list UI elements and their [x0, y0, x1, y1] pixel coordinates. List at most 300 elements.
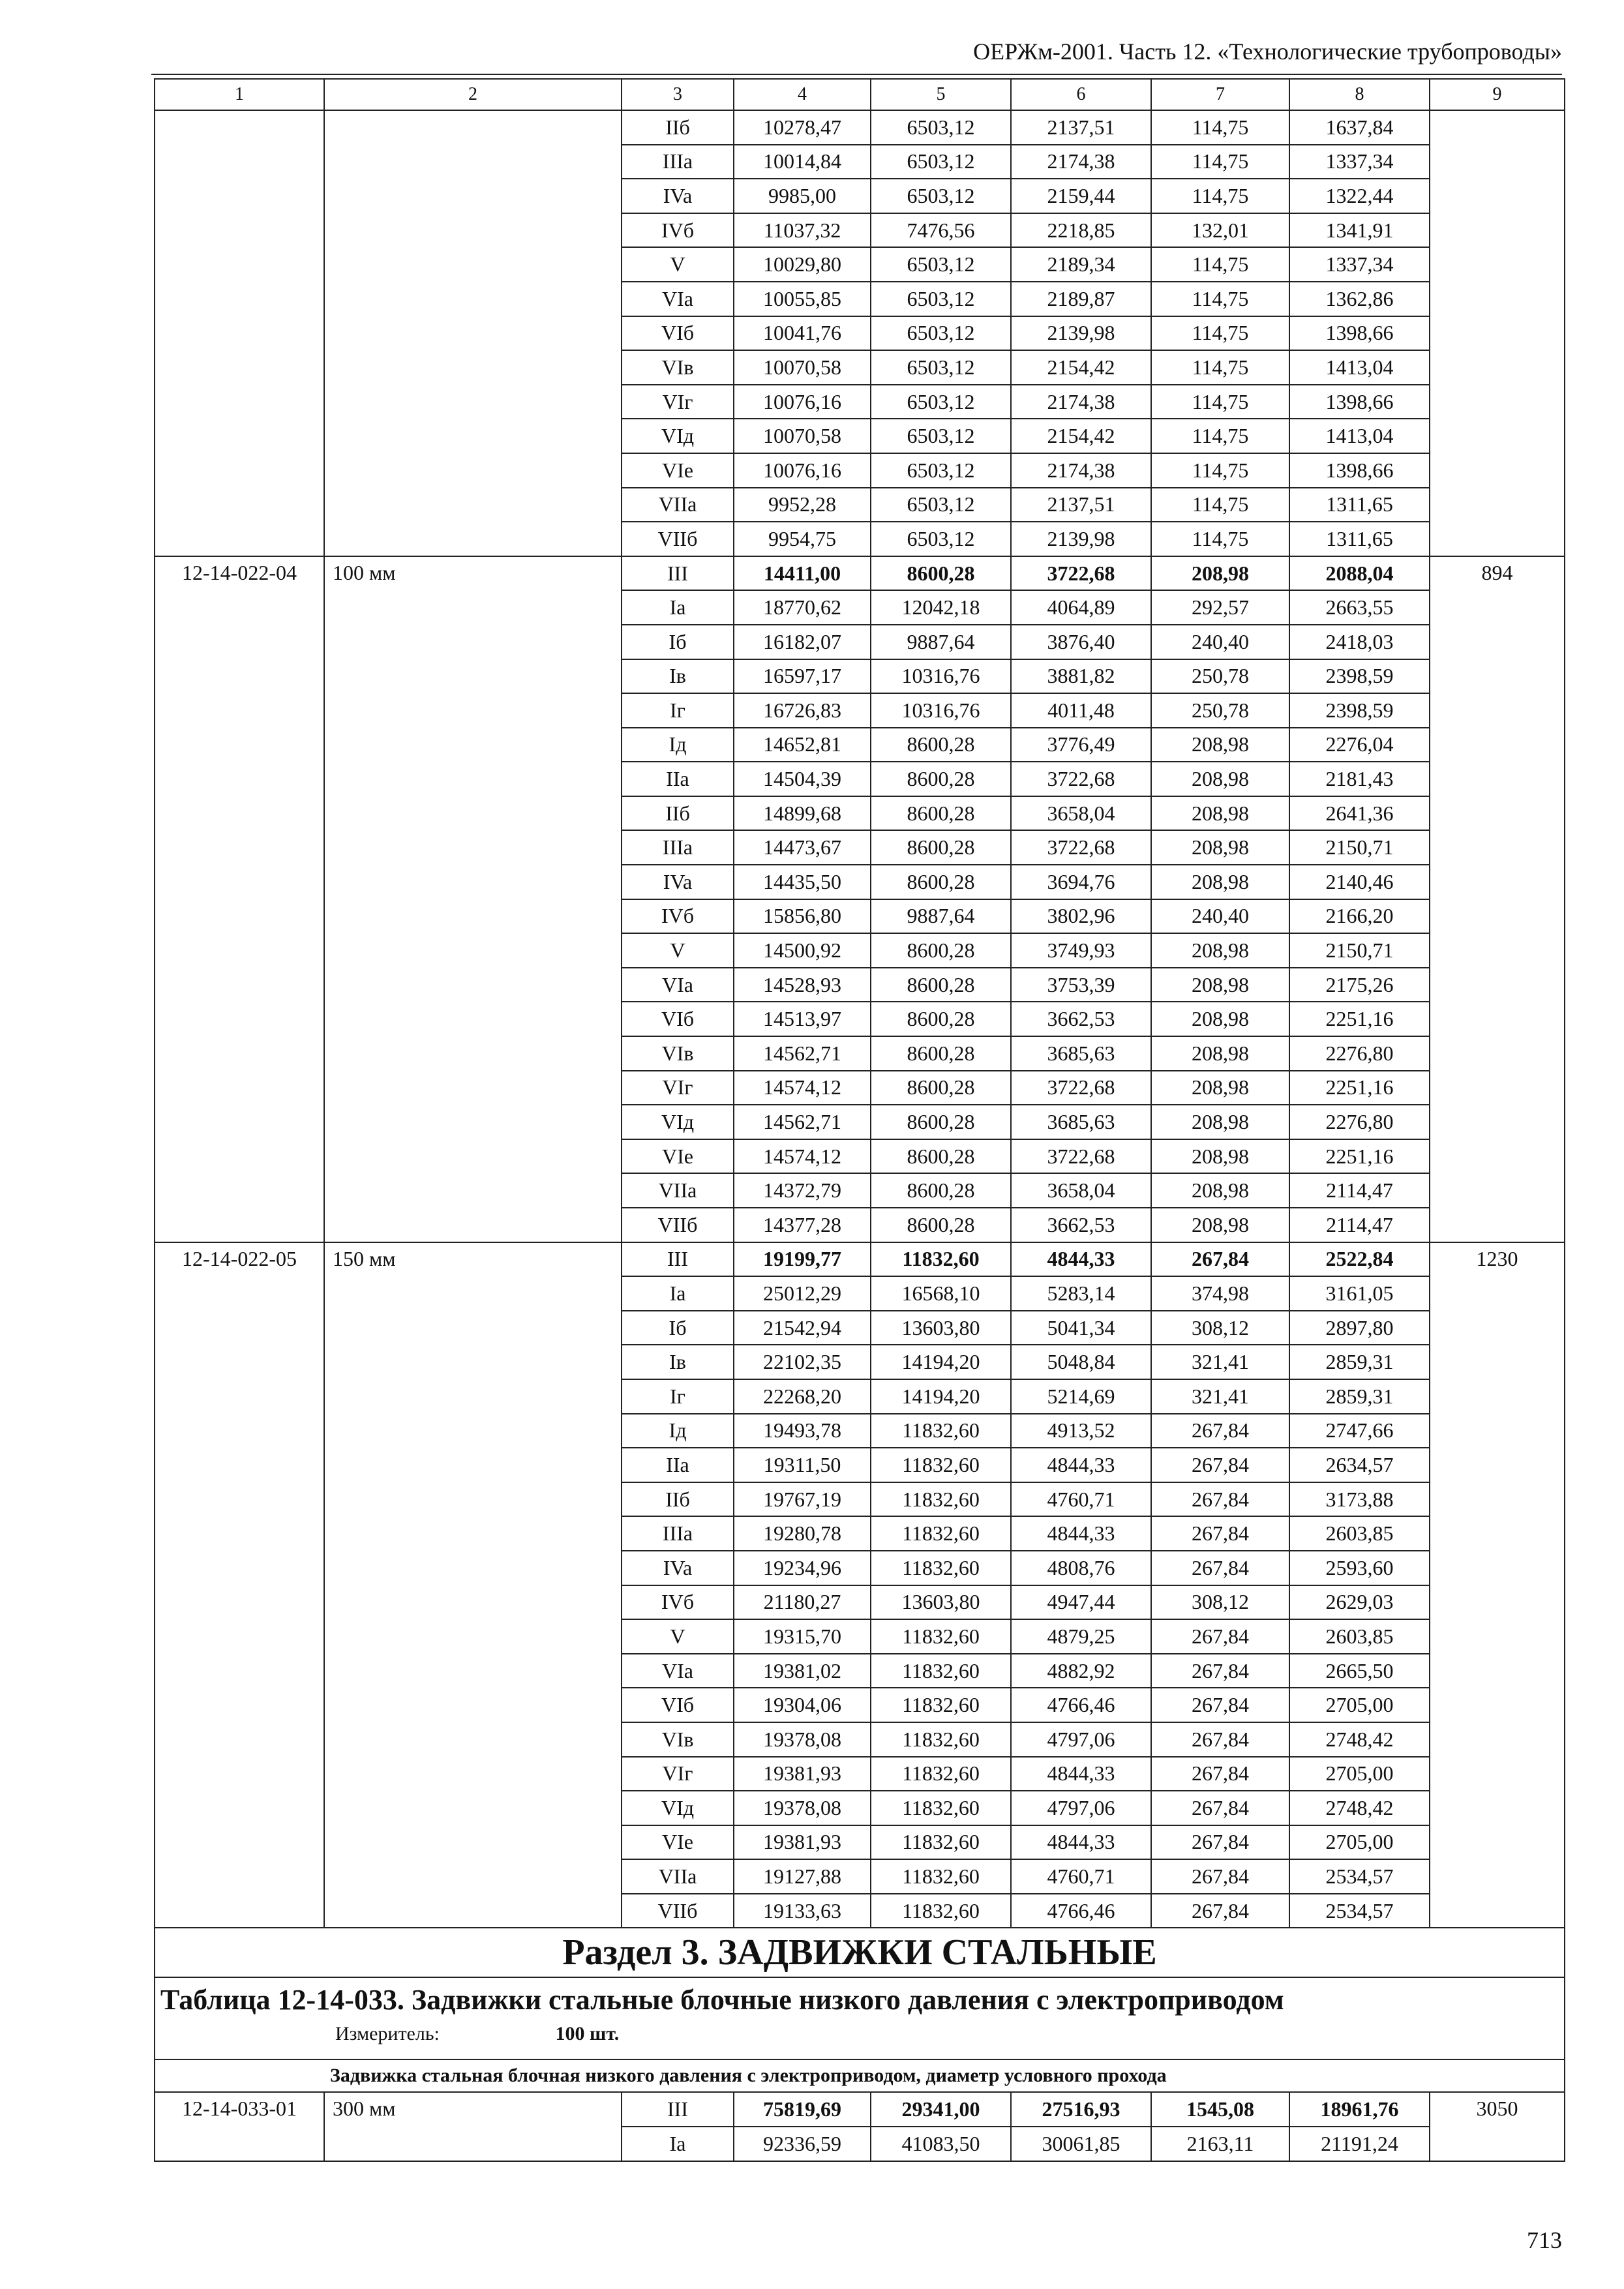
table-title: Таблица 12-14-033. Задвижки стальные блочные низкого давления с электроприводом — [160, 1984, 1284, 2016]
measure-value: 100 шт. — [555, 2023, 620, 2045]
material-total-cell: 1230 — [1430, 1242, 1565, 1928]
section-heading-row — [155, 1928, 1565, 1977]
value-cell: 208,98 — [1151, 728, 1289, 762]
value-cell: 4844,33 — [1011, 1448, 1151, 1482]
table-row — [155, 1242, 1565, 1277]
value-cell: 8600,28 — [871, 1105, 1011, 1139]
value-cell: 2139,98 — [1011, 522, 1151, 556]
value-cell: 2181,43 — [1289, 762, 1430, 796]
zone-cell: VIIб — [622, 1208, 734, 1242]
value-cell: 21191,24 — [1289, 2127, 1430, 2161]
value-cell: 2603,85 — [1289, 1619, 1430, 1654]
value-cell: 19378,08 — [734, 1791, 871, 1825]
value-cell: 1398,66 — [1289, 453, 1430, 488]
value-cell: 1337,34 — [1289, 145, 1430, 179]
zone-cell: Iд — [622, 728, 734, 762]
value-cell: 11832,60 — [871, 1825, 1011, 1860]
value-cell: 4797,06 — [1011, 1791, 1151, 1825]
value-cell: 14562,71 — [734, 1105, 871, 1139]
value-cell: 5048,84 — [1011, 1345, 1151, 1379]
value-cell: 11832,60 — [871, 1551, 1011, 1585]
value-cell: 267,84 — [1151, 1551, 1289, 1585]
value-cell: 27516,93 — [1011, 2092, 1151, 2127]
value-cell: 10041,76 — [734, 316, 871, 351]
value-cell: 75819,69 — [734, 2092, 871, 2127]
value-cell: 2859,31 — [1289, 1379, 1430, 1414]
value-cell: 2534,57 — [1289, 1859, 1430, 1894]
column-number: 9 — [1430, 79, 1565, 110]
value-cell: 14652,81 — [734, 728, 871, 762]
value-cell: 6503,12 — [871, 247, 1011, 282]
zone-cell: VIe — [622, 453, 734, 488]
value-cell: 267,84 — [1151, 1516, 1289, 1551]
zone-cell: VIa — [622, 1654, 734, 1688]
value-cell: 14500,92 — [734, 933, 871, 968]
value-cell: 21542,94 — [734, 1311, 871, 1345]
value-cell: 16182,07 — [734, 625, 871, 659]
value-cell: 8600,28 — [871, 1208, 1011, 1242]
value-cell: 1637,84 — [1289, 110, 1430, 145]
value-cell: 3658,04 — [1011, 1173, 1151, 1208]
value-cell: 114,75 — [1151, 488, 1289, 522]
value-cell: 267,84 — [1151, 1859, 1289, 1894]
value-cell: 2174,38 — [1011, 145, 1151, 179]
value-cell: 208,98 — [1151, 830, 1289, 865]
value-cell: 3694,76 — [1011, 865, 1151, 899]
value-cell: 2251,16 — [1289, 1071, 1430, 1105]
zone-cell: VIIa — [622, 1173, 734, 1208]
value-cell: 92336,59 — [734, 2127, 871, 2161]
value-cell: 114,75 — [1151, 282, 1289, 316]
value-cell: 14562,71 — [734, 1036, 871, 1071]
value-cell: 2218,85 — [1011, 213, 1151, 248]
zone-cell: VIIб — [622, 1894, 734, 1928]
value-cell: 321,41 — [1151, 1379, 1289, 1414]
zone-cell: Ia — [622, 590, 734, 625]
value-cell: 19378,08 — [734, 1722, 871, 1757]
value-cell: 2634,57 — [1289, 1448, 1430, 1482]
value-cell: 10070,58 — [734, 350, 871, 385]
value-cell: 2705,00 — [1289, 1825, 1430, 1860]
value-cell: 2088,04 — [1289, 556, 1430, 591]
zone-cell: Iб — [622, 625, 734, 659]
column-number: 5 — [871, 79, 1011, 110]
value-cell: 2189,87 — [1011, 282, 1151, 316]
value-cell: 8600,28 — [871, 556, 1011, 591]
value-cell: 6503,12 — [871, 488, 1011, 522]
zone-cell: IVa — [622, 865, 734, 899]
value-cell: 11037,32 — [734, 213, 871, 248]
zone-cell: IIIa — [622, 830, 734, 865]
column-number: 7 — [1151, 79, 1289, 110]
value-cell: 8600,28 — [871, 865, 1011, 899]
value-cell: 9887,64 — [871, 899, 1011, 934]
value-cell: 308,12 — [1151, 1585, 1289, 1620]
value-cell: 2166,20 — [1289, 899, 1430, 934]
value-cell: 11832,60 — [871, 1448, 1011, 1482]
value-cell: 267,84 — [1151, 1722, 1289, 1757]
value-cell: 3722,68 — [1011, 556, 1151, 591]
value-cell: 1322,44 — [1289, 179, 1430, 213]
value-cell: 2137,51 — [1011, 110, 1151, 145]
value-cell: 3161,05 — [1289, 1276, 1430, 1311]
value-cell: 267,84 — [1151, 1242, 1289, 1277]
value-cell: 6503,12 — [871, 179, 1011, 213]
value-cell: 2163,11 — [1151, 2127, 1289, 2161]
zone-cell: VIб — [622, 316, 734, 351]
nominal-size-cell: 100 мм — [324, 556, 622, 1242]
value-cell: 8600,28 — [871, 1173, 1011, 1208]
value-cell: 10055,85 — [734, 282, 871, 316]
value-cell: 2154,42 — [1011, 419, 1151, 453]
value-cell: 10070,58 — [734, 419, 871, 453]
value-cell: 19767,19 — [734, 1482, 871, 1517]
value-cell: 14504,39 — [734, 762, 871, 796]
value-cell: 240,40 — [1151, 899, 1289, 934]
value-cell: 1545,08 — [1151, 2092, 1289, 2127]
value-cell: 3173,88 — [1289, 1482, 1430, 1517]
value-cell: 1413,04 — [1289, 350, 1430, 385]
value-cell: 19311,50 — [734, 1448, 871, 1482]
value-cell: 16568,10 — [871, 1276, 1011, 1311]
column-number: 1 — [155, 79, 324, 110]
value-cell: 6503,12 — [871, 316, 1011, 351]
value-cell: 19133,63 — [734, 1894, 871, 1928]
value-cell: 5041,34 — [1011, 1311, 1151, 1345]
value-cell: 6503,12 — [871, 419, 1011, 453]
value-cell: 13603,80 — [871, 1311, 1011, 1345]
value-cell: 4879,25 — [1011, 1619, 1151, 1654]
zone-cell: IVб — [622, 899, 734, 934]
value-cell: 8600,28 — [871, 1139, 1011, 1174]
zone-cell: VIIa — [622, 488, 734, 522]
value-cell: 4766,46 — [1011, 1688, 1151, 1722]
value-cell: 12042,18 — [871, 590, 1011, 625]
value-cell: 3802,96 — [1011, 899, 1151, 934]
value-cell: 3722,68 — [1011, 1139, 1151, 1174]
value-cell: 11832,60 — [871, 1859, 1011, 1894]
zone-cell: VIa — [622, 968, 734, 1002]
value-cell: 267,84 — [1151, 1482, 1289, 1517]
value-cell: 114,75 — [1151, 453, 1289, 488]
value-cell: 11832,60 — [871, 1791, 1011, 1825]
value-cell: 10316,76 — [871, 693, 1011, 728]
value-cell: 9985,00 — [734, 179, 871, 213]
value-cell: 208,98 — [1151, 1139, 1289, 1174]
value-cell: 4760,71 — [1011, 1482, 1151, 1517]
value-cell: 6503,12 — [871, 453, 1011, 488]
value-cell: 8600,28 — [871, 933, 1011, 968]
value-cell: 3658,04 — [1011, 796, 1151, 831]
value-cell: 10076,16 — [734, 385, 871, 419]
value-cell: 14513,97 — [734, 1002, 871, 1036]
value-cell: 11832,60 — [871, 1242, 1011, 1277]
value-cell: 19280,78 — [734, 1516, 871, 1551]
rates-table — [154, 78, 1565, 2162]
value-cell: 2276,80 — [1289, 1036, 1430, 1071]
value-cell: 6503,12 — [871, 282, 1011, 316]
value-cell: 2522,84 — [1289, 1242, 1430, 1277]
zone-cell: IVa — [622, 179, 734, 213]
zone-cell: IIa — [622, 762, 734, 796]
value-cell: 8600,28 — [871, 1002, 1011, 1036]
value-cell: 19127,88 — [734, 1859, 871, 1894]
column-number-row — [155, 79, 1565, 110]
value-cell: 2175,26 — [1289, 968, 1430, 1002]
value-cell: 8600,28 — [871, 762, 1011, 796]
value-cell: 4882,92 — [1011, 1654, 1151, 1688]
value-cell: 3685,63 — [1011, 1036, 1151, 1071]
value-cell: 2398,59 — [1289, 693, 1430, 728]
value-cell: 2747,66 — [1289, 1414, 1430, 1448]
zone-cell: V — [622, 247, 734, 282]
value-cell: 2150,71 — [1289, 830, 1430, 865]
value-cell: 114,75 — [1151, 419, 1289, 453]
value-cell: 2534,57 — [1289, 1894, 1430, 1928]
value-cell: 2748,42 — [1289, 1722, 1430, 1757]
value-cell: 3662,53 — [1011, 1208, 1151, 1242]
value-cell: 2189,34 — [1011, 247, 1151, 282]
table-row — [155, 556, 1565, 591]
value-cell: 2897,80 — [1289, 1311, 1430, 1345]
value-cell: 19381,02 — [734, 1654, 871, 1688]
column-number: 3 — [622, 79, 734, 110]
value-cell: 8600,28 — [871, 728, 1011, 762]
value-cell: 11832,60 — [871, 1619, 1011, 1654]
value-cell: 2114,47 — [1289, 1208, 1430, 1242]
value-cell: 4797,06 — [1011, 1722, 1151, 1757]
zone-cell: III — [622, 2092, 734, 2127]
zone-cell: IIIa — [622, 145, 734, 179]
nominal-size-cell: 150 мм — [324, 1242, 622, 1928]
value-cell: 16726,83 — [734, 693, 871, 728]
value-cell: 10278,47 — [734, 110, 871, 145]
value-cell: 3881,82 — [1011, 659, 1151, 694]
value-cell: 9952,28 — [734, 488, 871, 522]
zone-cell: VIг — [622, 1757, 734, 1791]
value-cell: 30061,85 — [1011, 2127, 1151, 2161]
nominal-size-cell — [324, 110, 622, 556]
value-cell: 4011,48 — [1011, 693, 1151, 728]
value-cell: 2593,60 — [1289, 1551, 1430, 1585]
zone-cell: III — [622, 556, 734, 591]
value-cell: 3722,68 — [1011, 1071, 1151, 1105]
value-cell: 2665,50 — [1289, 1654, 1430, 1688]
zone-cell: Iг — [622, 693, 734, 728]
value-cell: 8600,28 — [871, 1071, 1011, 1105]
value-cell: 2641,36 — [1289, 796, 1430, 831]
value-cell: 14194,20 — [871, 1379, 1011, 1414]
value-cell: 2705,00 — [1289, 1757, 1430, 1791]
value-cell: 6503,12 — [871, 145, 1011, 179]
value-cell: 10029,80 — [734, 247, 871, 282]
table-title-row — [155, 1977, 1565, 2059]
value-cell: 1362,86 — [1289, 282, 1430, 316]
zone-cell: VIб — [622, 1688, 734, 1722]
zone-cell: Iд — [622, 1414, 734, 1448]
value-cell: 19493,78 — [734, 1414, 871, 1448]
value-cell: 267,84 — [1151, 1619, 1289, 1654]
value-cell: 3662,53 — [1011, 1002, 1151, 1036]
value-cell: 2174,38 — [1011, 453, 1151, 488]
value-cell: 8600,28 — [871, 830, 1011, 865]
value-cell: 208,98 — [1151, 796, 1289, 831]
value-cell: 6503,12 — [871, 522, 1011, 556]
value-cell: 114,75 — [1151, 247, 1289, 282]
value-cell: 8600,28 — [871, 1036, 1011, 1071]
value-cell: 11832,60 — [871, 1414, 1011, 1448]
value-cell: 292,57 — [1151, 590, 1289, 625]
value-cell: 3776,49 — [1011, 728, 1151, 762]
value-cell: 19199,77 — [734, 1242, 871, 1277]
value-cell: 10316,76 — [871, 659, 1011, 694]
value-cell: 4844,33 — [1011, 1757, 1151, 1791]
value-cell: 208,98 — [1151, 865, 1289, 899]
value-cell: 114,75 — [1151, 179, 1289, 213]
zone-cell: VIд — [622, 1105, 734, 1139]
value-cell: 11832,60 — [871, 1757, 1011, 1791]
zone-cell: VIIб — [622, 522, 734, 556]
value-cell: 14372,79 — [734, 1173, 871, 1208]
rate-code-cell: 12-14-022-04 — [155, 556, 324, 1242]
zone-cell: VIв — [622, 350, 734, 385]
value-cell: 2629,03 — [1289, 1585, 1430, 1620]
zone-cell: III — [622, 1242, 734, 1277]
value-cell: 4844,33 — [1011, 1242, 1151, 1277]
value-cell: 208,98 — [1151, 556, 1289, 591]
value-cell: 208,98 — [1151, 1036, 1289, 1071]
value-cell: 267,84 — [1151, 1448, 1289, 1482]
value-cell: 4913,52 — [1011, 1414, 1151, 1448]
value-cell: 4808,76 — [1011, 1551, 1151, 1585]
value-cell: 19381,93 — [734, 1825, 871, 1860]
zone-cell: IIIa — [622, 1516, 734, 1551]
value-cell: 2276,04 — [1289, 728, 1430, 762]
section-heading: Раздел 3. ЗАДВИЖКИ СТАЛЬНЫЕ — [155, 1928, 1565, 1977]
value-cell: 2603,85 — [1289, 1516, 1430, 1551]
zone-cell: VIe — [622, 1139, 734, 1174]
value-cell: 9954,75 — [734, 522, 871, 556]
value-cell: 4760,71 — [1011, 1859, 1151, 1894]
value-cell: 1311,65 — [1289, 488, 1430, 522]
value-cell: 11832,60 — [871, 1894, 1011, 1928]
zone-cell: VIг — [622, 385, 734, 419]
value-cell: 14473,67 — [734, 830, 871, 865]
page-number: 713 — [1527, 2227, 1562, 2253]
value-cell: 1337,34 — [1289, 247, 1430, 282]
value-cell: 2859,31 — [1289, 1345, 1430, 1379]
zone-cell: Ia — [622, 2127, 734, 2161]
value-cell: 3685,63 — [1011, 1105, 1151, 1139]
value-cell: 208,98 — [1151, 1105, 1289, 1139]
value-cell: 2114,47 — [1289, 1173, 1430, 1208]
value-cell: 3722,68 — [1011, 762, 1151, 796]
value-cell: 2174,38 — [1011, 385, 1151, 419]
value-cell: 114,75 — [1151, 316, 1289, 351]
zone-cell: VIб — [622, 1002, 734, 1036]
rate-code-cell: 12-14-033-01 — [155, 2092, 324, 2161]
value-cell: 16597,17 — [734, 659, 871, 694]
value-cell: 11832,60 — [871, 1654, 1011, 1688]
value-cell: 267,84 — [1151, 1791, 1289, 1825]
value-cell: 267,84 — [1151, 1894, 1289, 1928]
value-cell: 13603,80 — [871, 1585, 1011, 1620]
zone-cell: Iв — [622, 659, 734, 694]
value-cell: 22102,35 — [734, 1345, 871, 1379]
zone-cell: V — [622, 1619, 734, 1654]
value-cell: 10014,84 — [734, 145, 871, 179]
value-cell: 14411,00 — [734, 556, 871, 591]
value-cell: 132,01 — [1151, 213, 1289, 248]
value-cell: 250,78 — [1151, 693, 1289, 728]
value-cell: 2418,03 — [1289, 625, 1430, 659]
value-cell: 19381,93 — [734, 1757, 871, 1791]
value-cell: 8600,28 — [871, 968, 1011, 1002]
value-cell: 3753,39 — [1011, 968, 1151, 1002]
value-cell: 10076,16 — [734, 453, 871, 488]
zone-cell: IIб — [622, 796, 734, 831]
zone-cell: Iб — [622, 1311, 734, 1345]
value-cell: 8600,28 — [871, 796, 1011, 831]
value-cell: 3722,68 — [1011, 830, 1151, 865]
value-cell: 14899,68 — [734, 796, 871, 831]
zone-cell: VIe — [622, 1825, 734, 1860]
value-cell: 3876,40 — [1011, 625, 1151, 659]
value-cell: 321,41 — [1151, 1345, 1289, 1379]
value-cell: 14574,12 — [734, 1139, 871, 1174]
zone-cell: IVб — [622, 213, 734, 248]
value-cell: 2276,80 — [1289, 1105, 1430, 1139]
table-row — [155, 2092, 1565, 2127]
value-cell: 14194,20 — [871, 1345, 1011, 1379]
value-cell: 19234,96 — [734, 1551, 871, 1585]
value-cell: 21180,27 — [734, 1585, 871, 1620]
value-cell: 267,84 — [1151, 1688, 1289, 1722]
material-total-cell: 3050 — [1430, 2092, 1565, 2161]
value-cell: 267,84 — [1151, 1825, 1289, 1860]
value-cell: 1311,65 — [1289, 522, 1430, 556]
value-cell: 208,98 — [1151, 1002, 1289, 1036]
value-cell: 2251,16 — [1289, 1002, 1430, 1036]
zone-cell: VIa — [622, 282, 734, 316]
table-subtitle: Задвижка стальная блочная низкого давления с электроприводом, диаметр условного прохода — [155, 2059, 1565, 2092]
value-cell: 11832,60 — [871, 1516, 1011, 1551]
zone-cell: IVa — [622, 1551, 734, 1585]
table-row — [155, 110, 1565, 145]
value-cell: 1398,66 — [1289, 316, 1430, 351]
value-cell: 2154,42 — [1011, 350, 1151, 385]
value-cell: 240,40 — [1151, 625, 1289, 659]
zone-cell: IVб — [622, 1585, 734, 1620]
value-cell: 2150,71 — [1289, 933, 1430, 968]
value-cell: 114,75 — [1151, 385, 1289, 419]
zone-cell: VIд — [622, 419, 734, 453]
value-cell: 208,98 — [1151, 762, 1289, 796]
value-cell: 5214,69 — [1011, 1379, 1151, 1414]
value-cell: 3749,93 — [1011, 933, 1151, 968]
material-total-cell: 894 — [1430, 556, 1565, 1242]
rate-code-cell — [155, 110, 324, 556]
table-title-cell — [155, 1977, 1565, 2059]
value-cell: 41083,50 — [871, 2127, 1011, 2161]
subtitle-row — [155, 2059, 1565, 2092]
zone-cell: IIб — [622, 110, 734, 145]
value-cell: 6503,12 — [871, 385, 1011, 419]
value-cell: 4064,89 — [1011, 590, 1151, 625]
running-header: ОЕРЖм-2001. Часть 12. «Технологические трубопроводы» — [973, 38, 1562, 65]
zone-cell: V — [622, 933, 734, 968]
value-cell: 208,98 — [1151, 1071, 1289, 1105]
